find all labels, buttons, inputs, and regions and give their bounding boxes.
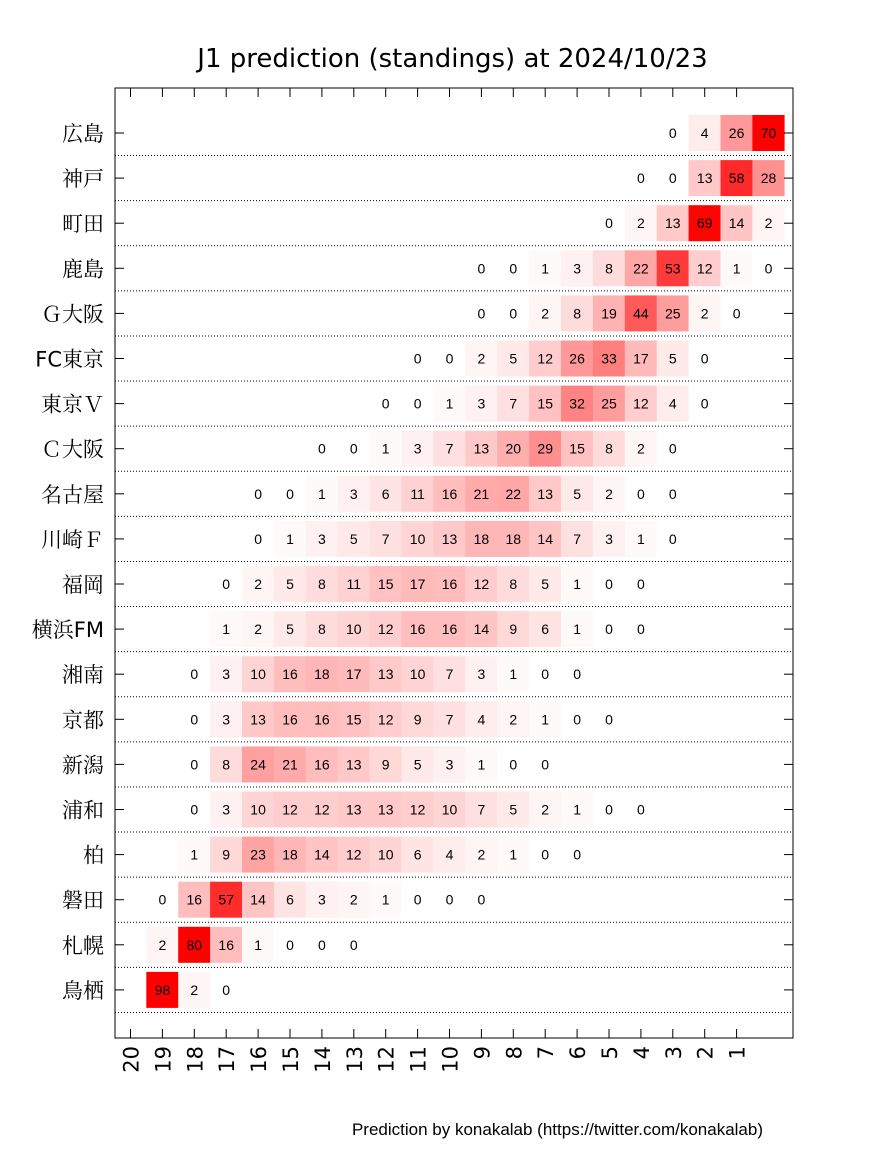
cell-value-label: 98 (154, 981, 171, 998)
cell-value-label: 0 (668, 125, 677, 141)
cell-value-label: 8 (222, 756, 231, 773)
cell-value-label: 3 (318, 530, 326, 547)
cell-value-label: 3 (477, 395, 486, 412)
cell-value-label: 12 (377, 621, 394, 638)
cell-value-label: 12 (633, 395, 649, 412)
cell-value-label: 17 (409, 576, 426, 592)
cell-value-label: 23 (250, 846, 266, 863)
cell-value-label: 5 (541, 576, 550, 592)
cell-value-label: 26 (728, 125, 745, 141)
x-tick-label: 9 (470, 1046, 495, 1060)
cell-value-label: 0 (764, 260, 773, 277)
cell-value-label: 80 (186, 936, 203, 953)
team-label: 札幌 (62, 933, 104, 958)
cell-value-label: 0 (254, 530, 262, 547)
cell-value-label: 7 (445, 666, 454, 683)
cell-value-label: 19 (601, 305, 617, 322)
cell-value-label: 10 (409, 530, 426, 547)
cell-value-label: 0 (509, 756, 518, 773)
cell-value-label: 1 (254, 936, 262, 953)
cell-value-label: 6 (286, 891, 294, 908)
cell-value-label: 0 (349, 440, 358, 457)
cell-value-label: 0 (190, 666, 199, 683)
cell-value-label: 3 (605, 530, 613, 547)
cell-value-label: 1 (637, 530, 645, 547)
cell-value-label: 0 (605, 621, 613, 638)
team-label: Ｃ大阪 (41, 437, 104, 462)
cell-value-label: 1 (222, 621, 231, 638)
cell-value-label: 1 (477, 756, 486, 773)
cell-value-label: 0 (573, 846, 581, 863)
cell-value-label: 0 (637, 576, 645, 592)
cell-value-label: 32 (569, 395, 585, 412)
cell-value-label: 0 (573, 666, 581, 683)
cell-value-label: 15 (569, 440, 585, 457)
cell-value-label: 22 (633, 260, 649, 277)
cell-value-label: 1 (509, 846, 518, 863)
cell-value-label: 3 (222, 666, 231, 683)
cell-value-label: 0 (668, 530, 677, 547)
cell-value-label: 9 (509, 621, 518, 638)
cell-value-label: 58 (728, 170, 745, 187)
team-label: 横浜FM (31, 618, 104, 643)
cell-value-label: 12 (537, 350, 553, 367)
cell-value-label: 26 (569, 350, 585, 367)
cell-value-label: 13 (377, 666, 394, 683)
cell-value-label: 0 (541, 756, 550, 773)
cell-value-label: 28 (760, 170, 777, 187)
cell-value-label: 18 (473, 530, 490, 547)
cell-value-label: 13 (696, 170, 713, 187)
cell-value-label: 0 (605, 576, 613, 592)
x-tick-label: 8 (502, 1046, 527, 1060)
cell-value-label: 2 (509, 711, 518, 728)
x-tick-label: 15 (279, 1046, 303, 1073)
team-label: 東京Ｖ (41, 392, 104, 417)
cell-value-label: 0 (509, 305, 518, 322)
cell-value-label: 10 (409, 666, 426, 683)
x-tick-label: 3 (661, 1046, 686, 1060)
cell-value-label: 16 (441, 576, 458, 592)
cell-value-label: 18 (282, 846, 298, 863)
cell-value-label: 16 (314, 711, 330, 728)
cell-value-label: 14 (473, 621, 490, 638)
x-tick-label: 2 (693, 1046, 718, 1060)
cell-value-label: 16 (441, 485, 458, 502)
cell-value-label: 0 (637, 170, 645, 187)
cell-value-label: 0 (732, 305, 741, 322)
x-tick-label: 7 (534, 1046, 559, 1060)
cell-value-label: 0 (318, 440, 326, 457)
x-tick-label: 12 (374, 1046, 399, 1073)
cell-value-label: 13 (665, 215, 681, 232)
cell-value-label: 2 (637, 440, 645, 457)
team-label: 新潟 (62, 753, 104, 778)
cell-value-label: 7 (445, 440, 454, 457)
x-tick-label: 16 (247, 1046, 272, 1073)
cell-value-label: 7 (477, 801, 486, 818)
cell-value-label: 15 (537, 395, 553, 412)
cell-value-label: 16 (441, 621, 458, 638)
cell-value-label: 5 (413, 756, 422, 773)
cell-value-label: 5 (573, 485, 581, 502)
cell-value-label: 0 (605, 215, 613, 232)
cell-value-label: 1 (445, 395, 454, 412)
cell-value-label: 8 (318, 576, 326, 592)
cell-value-label: 0 (158, 891, 167, 908)
cell-value-label: 15 (377, 576, 394, 592)
cell-value-label: 2 (158, 936, 167, 953)
cell-value-label: 0 (700, 395, 709, 412)
cell-value-label: 15 (346, 711, 362, 728)
cell-value-label: 5 (509, 801, 518, 818)
cell-value-label: 3 (222, 801, 231, 818)
footer-credit: Prediction by konakalab (https://twitter.com/konakalab) (351, 1120, 763, 1139)
cell-value-label: 2 (637, 215, 645, 232)
cell-value-label: 8 (573, 305, 581, 322)
team-label: 京都 (62, 708, 104, 733)
cell-value-label: 6 (381, 485, 390, 502)
cell-value-label: 6 (413, 846, 422, 863)
cell-value-label: 2 (254, 576, 262, 592)
team-label: 鳥栖 (62, 978, 104, 1003)
cell-value-label: 4 (700, 125, 709, 141)
cell-value-label: 12 (377, 711, 394, 728)
cell-value-label: 18 (505, 530, 522, 547)
team-label: 湘南 (62, 663, 104, 688)
cell-value-label: 8 (605, 260, 613, 277)
cell-value-label: 69 (696, 215, 713, 232)
cell-value-label: 0 (637, 621, 645, 638)
x-tick-label: 14 (310, 1046, 335, 1073)
cell-value-label: 21 (473, 485, 490, 502)
cell-value-label: 6 (541, 621, 550, 638)
cell-value-label: 0 (381, 395, 390, 412)
cell-value-label: 8 (318, 621, 326, 638)
cell-value-label: 13 (537, 485, 553, 502)
cell-value-label: 53 (665, 260, 681, 277)
cell-value-label: 0 (222, 576, 231, 592)
cell-value-label: 12 (409, 801, 426, 818)
cell-value-label: 2 (254, 621, 262, 638)
cell-value-label: 1 (732, 260, 741, 277)
cell-value-label: 12 (696, 260, 713, 277)
cell-value-label: 5 (286, 576, 294, 592)
cell-value-label: 2 (477, 846, 486, 863)
cell-value-label: 0 (668, 440, 677, 457)
cell-value-label: 9 (222, 846, 231, 863)
cell-value-label: 17 (346, 666, 362, 683)
x-tick-label: 20 (119, 1046, 144, 1073)
cell-value-label: 12 (473, 576, 490, 592)
x-tick-label: 19 (151, 1046, 176, 1073)
cell-value-label: 10 (377, 846, 394, 863)
cell-value-label: 13 (441, 530, 458, 547)
x-tick-label: 10 (438, 1046, 463, 1073)
cell-value-label: 7 (445, 711, 454, 728)
team-label: 名古屋 (41, 482, 104, 507)
cell-value-label: 3 (477, 666, 486, 683)
cell-value-label: 3 (349, 485, 358, 502)
cell-value-label: 14 (728, 215, 745, 232)
cell-value-label: 0 (222, 981, 231, 998)
cell-value-label: 29 (537, 440, 553, 457)
team-label: 川崎Ｆ (41, 527, 104, 552)
cell-value-label: 7 (381, 530, 390, 547)
cell-value-label: 0 (286, 485, 294, 502)
cell-value-label: 9 (381, 756, 390, 773)
cell-value-label: 16 (282, 666, 298, 683)
x-tick-label: 13 (342, 1046, 367, 1073)
cell-value-label: 14 (250, 891, 266, 908)
team-label: 町田 (62, 212, 104, 237)
cell-value-label: 57 (218, 891, 234, 908)
cell-value-label: 0 (445, 891, 454, 908)
cell-value-label: 4 (445, 846, 454, 863)
cell-value-label: 16 (409, 621, 426, 638)
cell-value-label: 0 (477, 305, 486, 322)
x-tick-label: 4 (629, 1046, 654, 1060)
cell-value-label: 0 (637, 801, 645, 818)
cell-value-label: 0 (413, 350, 422, 367)
cell-value-label: 3 (222, 711, 231, 728)
cell-value-label: 10 (250, 801, 266, 818)
cell-value-label: 0 (637, 485, 645, 502)
cell-value-label: 1 (541, 711, 550, 728)
cell-value-label: 7 (573, 530, 581, 547)
cell-value-label: 70 (760, 125, 777, 141)
cell-value-label: 2 (541, 305, 550, 322)
cell-value-label: 3 (573, 260, 581, 277)
team-label: 広島 (62, 122, 104, 146)
cell-value-label: 17 (633, 350, 649, 367)
cell-value-label: 0 (254, 485, 262, 502)
cell-value-label: 16 (282, 711, 298, 728)
cell-value-label: 1 (381, 440, 390, 457)
x-tick-label: 1 (725, 1046, 750, 1060)
x-tick-label: 11 (406, 1046, 431, 1073)
cell-value-label: 11 (410, 485, 425, 502)
cell-value-label: 1 (573, 621, 581, 638)
cell-value-label: 0 (700, 350, 709, 367)
cell-value-label: 0 (477, 260, 486, 277)
cell-value-label: 14 (537, 530, 553, 547)
team-label: 浦和 (62, 798, 104, 823)
chart-title: J1 prediction (standings) at 2024/10/23 (197, 44, 708, 74)
cell-value-label: 4 (477, 711, 486, 728)
cell-value-label: 0 (573, 711, 581, 728)
x-tick-label: 17 (215, 1046, 240, 1073)
cell-value-label: 2 (700, 305, 709, 322)
cell-value-label: 1 (286, 530, 294, 547)
cell-value-label: 5 (349, 530, 358, 547)
cell-value-label: 5 (668, 350, 677, 367)
cell-value-label: 0 (477, 891, 486, 908)
cell-value-label: 16 (314, 756, 330, 773)
cell-value-label: 0 (190, 756, 199, 773)
cell-value-label: 8 (509, 576, 518, 592)
cell-value-label: 1 (573, 576, 581, 592)
team-label: 神戸 (62, 167, 104, 192)
cell-value-label: 25 (601, 395, 617, 412)
cell-value-label: 13 (346, 756, 362, 773)
cell-value-label: 7 (509, 395, 518, 412)
team-label: 柏 (83, 843, 104, 868)
cell-value-label: 1 (541, 260, 550, 277)
cell-value-label: 22 (505, 485, 522, 502)
cell-value-label: 13 (346, 801, 362, 818)
x-tick-label: 5 (598, 1046, 622, 1060)
cell-value-label: 20 (505, 440, 522, 457)
team-label: 磐田 (62, 888, 104, 913)
cell-value-label: 1 (509, 666, 518, 683)
cell-value-label: 0 (286, 936, 294, 953)
cell-value-label: 10 (346, 621, 362, 638)
cell-value-label: 0 (318, 936, 326, 953)
cell-value-label: 12 (346, 846, 362, 863)
cell-value-label: 0 (190, 801, 199, 818)
cell-value-label: 5 (286, 621, 294, 638)
cell-value-label: 33 (601, 350, 617, 367)
cell-value-label: 2 (477, 350, 486, 367)
team-label: Ｇ大阪 (41, 302, 104, 327)
cell-value-label: 3 (413, 440, 422, 457)
cell-value-label: 5 (509, 350, 518, 367)
cell-value-label: 0 (668, 170, 677, 187)
cell-value-label: 25 (665, 305, 681, 322)
team-label: 鹿島 (62, 257, 104, 282)
cell-value-label: 16 (186, 891, 203, 908)
cell-value-label: 2 (764, 215, 773, 232)
cell-value-label: 0 (349, 936, 358, 953)
cell-value-label: 2 (190, 981, 199, 998)
cell-value-label: 0 (541, 666, 550, 683)
cell-value-label: 9 (413, 711, 422, 728)
cell-value-label: 2 (541, 801, 550, 818)
cell-value-label: 0 (445, 350, 454, 367)
cell-value-label: 3 (318, 891, 326, 908)
x-tick-label: 18 (183, 1046, 208, 1073)
cell-value-label: 0 (541, 846, 550, 863)
cell-value-label: 0 (413, 395, 422, 412)
cell-value-label: 2 (349, 891, 358, 908)
cell-value-label: 12 (314, 801, 330, 818)
team-label: 福岡 (62, 573, 104, 597)
cell-value-label: 1 (573, 801, 581, 818)
cell-value-label: 11 (346, 576, 362, 592)
cell-value-label: 0 (190, 711, 199, 728)
cell-value-label: 1 (190, 846, 199, 863)
cell-value-label: 0 (509, 260, 518, 277)
cell-value-label: 14 (314, 846, 330, 863)
x-tick-label: 6 (566, 1046, 591, 1060)
cell-value-label: 10 (250, 666, 266, 683)
cell-value-label: 1 (381, 891, 390, 908)
cell-value-label: 13 (473, 440, 490, 457)
cell-value-label: 0 (605, 801, 613, 818)
cell-value-label: 16 (218, 936, 234, 953)
cell-value-label: 0 (413, 891, 422, 908)
cell-value-label: 10 (441, 801, 458, 818)
cell-value-label: 13 (250, 711, 266, 728)
cell-value-label: 4 (668, 395, 677, 412)
cell-value-label: 3 (445, 756, 454, 773)
cell-value-label: 8 (605, 440, 613, 457)
cell-value-label: 2 (605, 485, 613, 502)
cell-value-label: 18 (314, 666, 330, 683)
cell-value-label: 21 (282, 756, 298, 773)
cell-value-label: 0 (668, 485, 677, 502)
cell-value-label: 12 (282, 801, 298, 818)
cell-value-label: 0 (605, 711, 613, 728)
cell-value-label: 44 (633, 305, 649, 322)
cell-value-label: 24 (250, 756, 266, 773)
cell-value-label: 13 (377, 801, 394, 818)
team-label: FC東京 (35, 347, 104, 372)
cell-value-label: 1 (318, 485, 326, 502)
